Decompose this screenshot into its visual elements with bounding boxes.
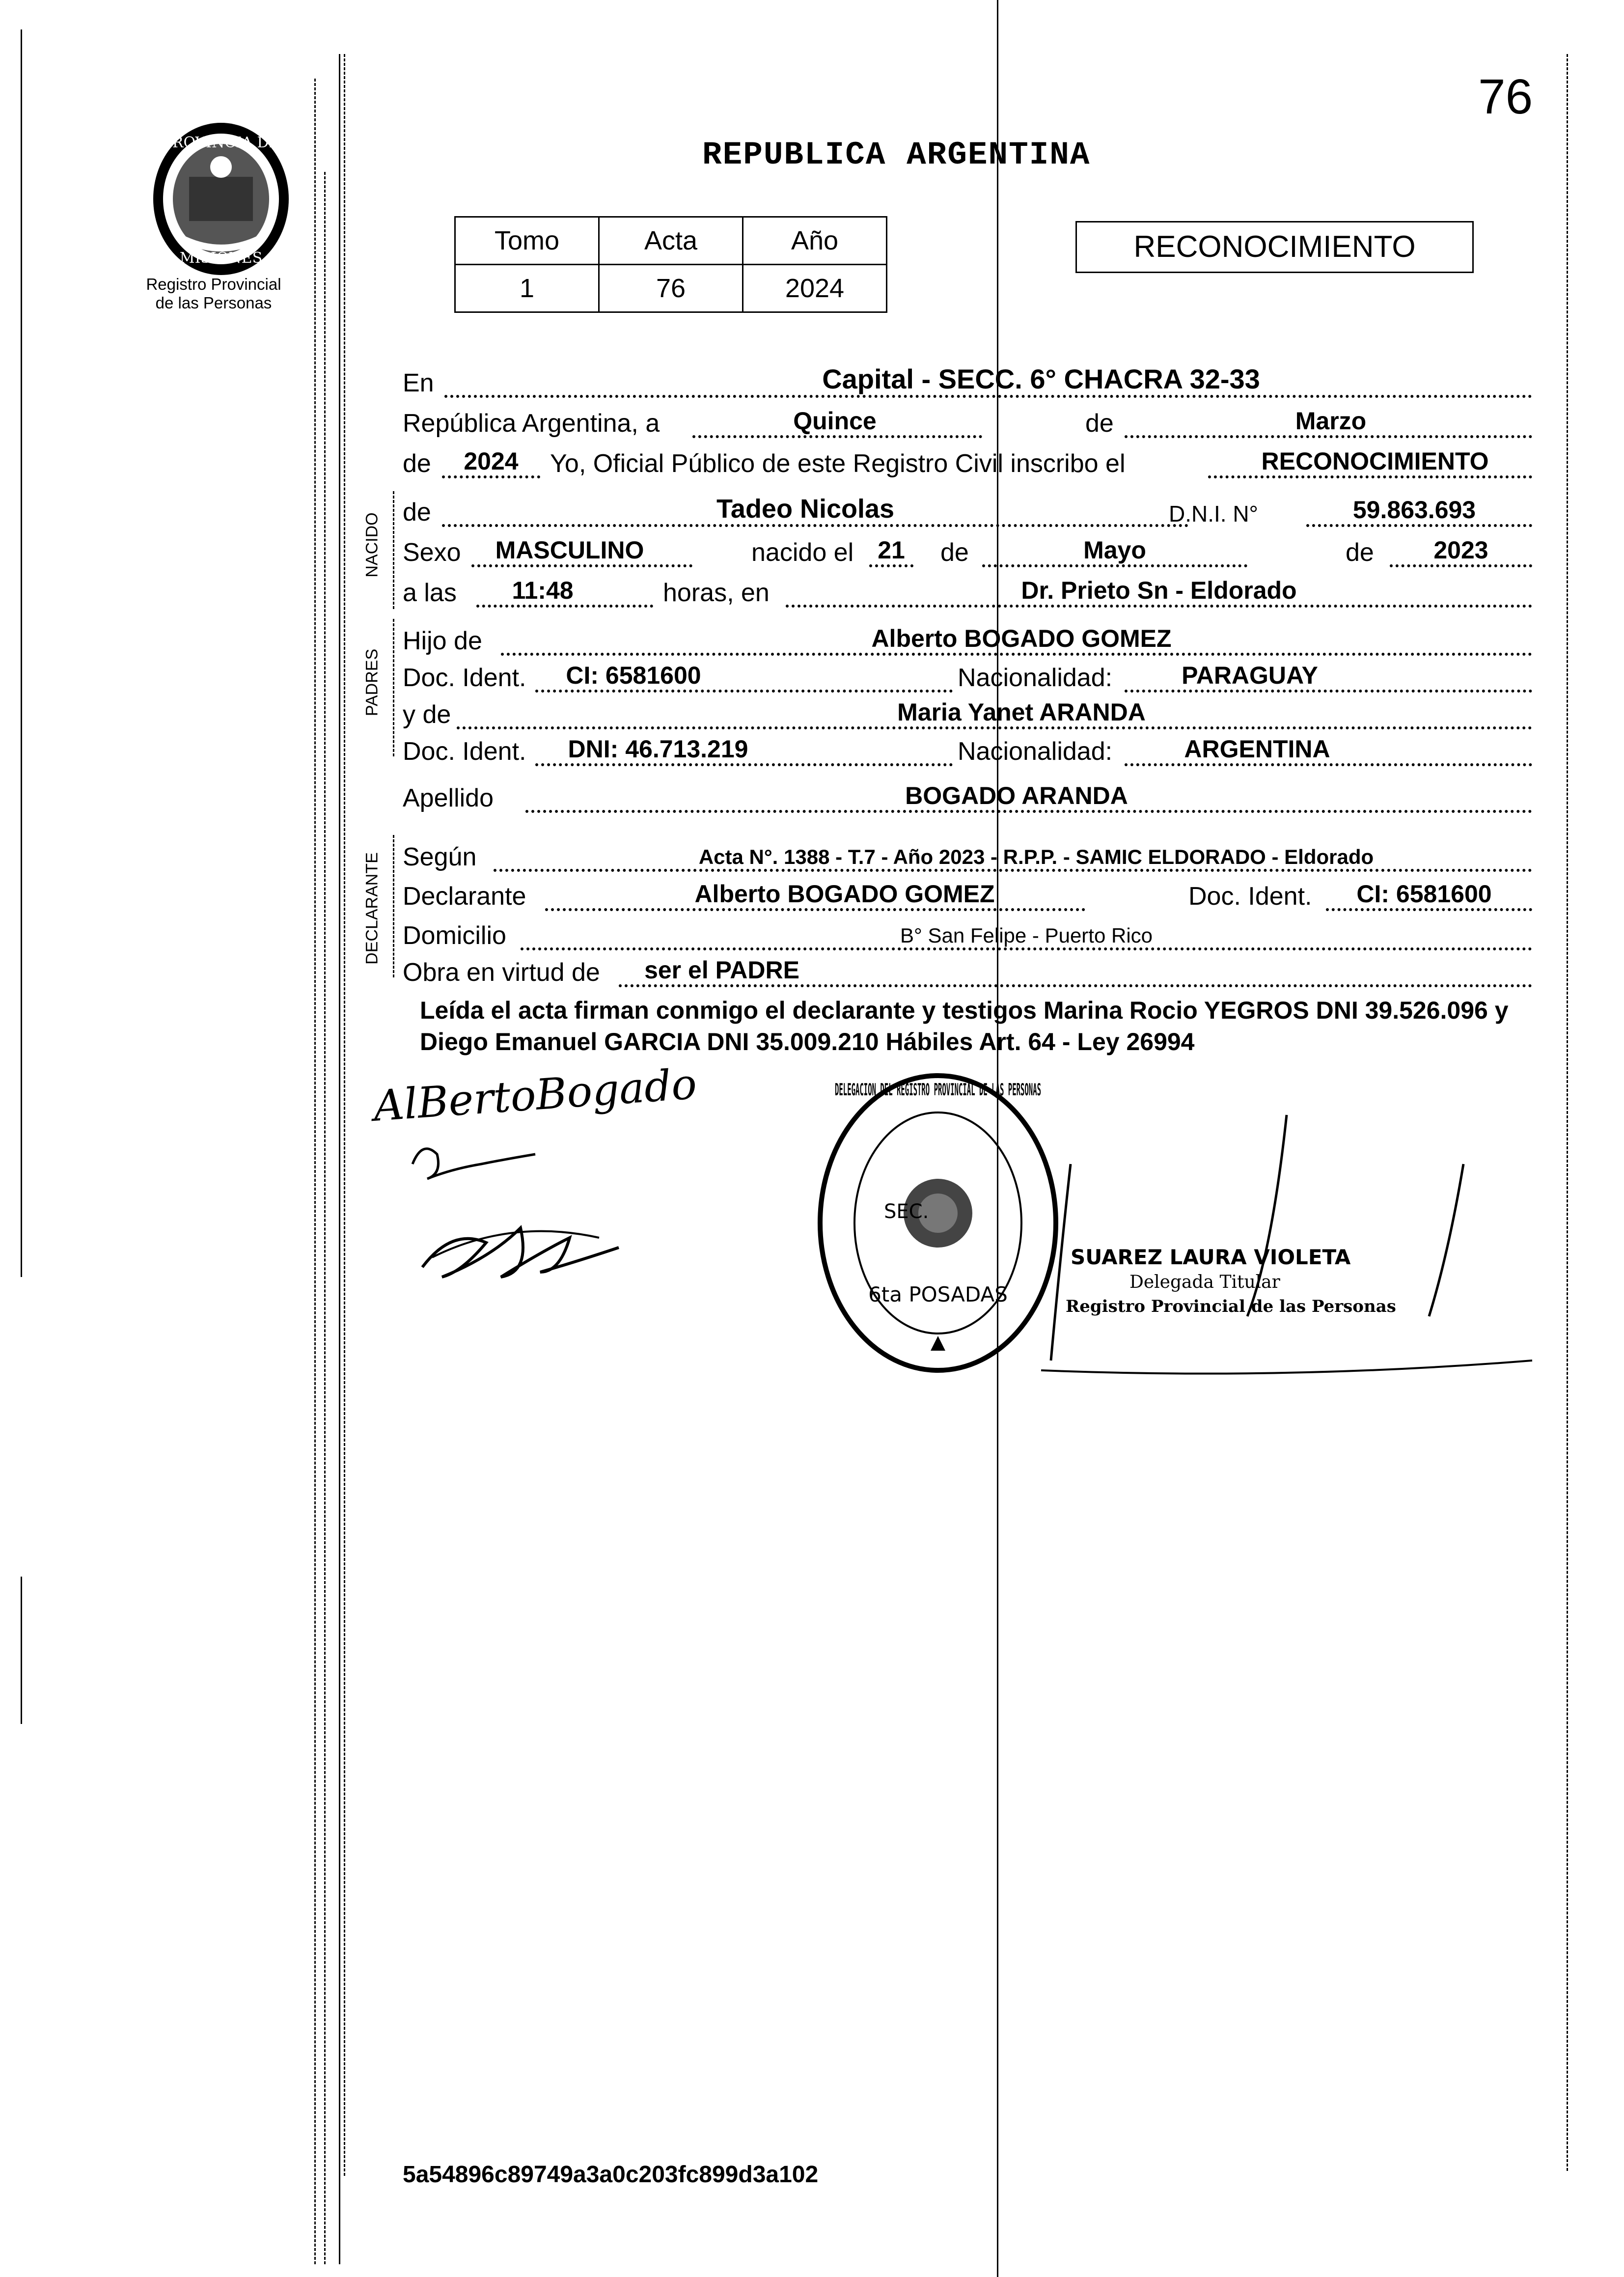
birth-month: Mayo — [1083, 536, 1146, 564]
dotted-line — [786, 605, 1532, 608]
svg-text:SEC.: SEC. — [884, 1200, 929, 1223]
dotted-line — [692, 435, 982, 438]
dotted-line — [1208, 475, 1532, 478]
de-label-4: de — [940, 538, 969, 567]
row-apellido — [403, 778, 1532, 817]
father-name: Alberto BOGADO GOMEZ — [871, 625, 1172, 652]
domicilio-value: B° San Felipe - Puerto Rico — [900, 924, 1153, 947]
de-label: de — [1085, 409, 1114, 438]
nacido-el-label: nacido el — [751, 538, 854, 567]
row-domicilio — [403, 916, 1532, 954]
sexo-label: Sexo — [403, 538, 461, 567]
father-nationality-label: Nacionalidad: — [958, 664, 1113, 692]
apellido-label: Apellido — [403, 784, 494, 812]
child-name: Tadeo Nicolas — [716, 494, 895, 524]
mother-doc-label: Doc. Ident. — [403, 737, 526, 766]
domicilio-label: Domicilio — [403, 921, 506, 950]
segun-value: Acta N°. 1388 - T.7 - Año 2023 - R.P.P. - SAMIC ELDORADO - Eldorado — [698, 845, 1374, 868]
dotted-line — [535, 763, 953, 766]
record-id-table — [454, 216, 887, 313]
obra-label: Obra en virtud de — [403, 958, 600, 987]
row-hora — [403, 573, 1532, 611]
dotted-line — [535, 690, 953, 693]
de-label-3: de — [403, 498, 431, 527]
de-label-2: de — [403, 449, 431, 478]
child-dni: 59.863.693 — [1352, 496, 1476, 524]
dotted-line — [444, 395, 1532, 398]
declarante-signature: AlBertoBogado — [372, 1059, 698, 1131]
declarante-bracket — [393, 835, 394, 977]
dotted-line — [442, 475, 540, 478]
official-signature — [1041, 1105, 1537, 1380]
dotted-line — [1125, 690, 1532, 693]
acta-header: Acta — [599, 217, 743, 265]
en-value: Capital - SECC. 6° CHACRA 32-33 — [822, 363, 1260, 394]
dotted-line — [619, 984, 1532, 987]
witness-signature-2 — [413, 1198, 633, 1297]
en-label: En — [403, 369, 434, 397]
record-id-header-row — [455, 217, 887, 265]
row-y-de — [403, 695, 1532, 733]
row-en — [403, 363, 1532, 402]
y-de-label: y de — [403, 700, 451, 729]
obra-value: ser el PADRE — [644, 956, 799, 984]
dotted-line — [471, 564, 692, 567]
birth-place: Dr. Prieto Sn - Eldorado — [1021, 577, 1297, 604]
dotted-line — [982, 564, 1247, 567]
margin-dash-line — [314, 79, 316, 2264]
declarante-doc-label: Doc. Ident. — [1188, 882, 1312, 911]
year-value: 2024 — [464, 447, 519, 475]
dotted-line — [1125, 435, 1532, 438]
dotted-line — [1306, 524, 1532, 527]
inscribo-label: Yo, Oficial Público de este Registro Civil inscribo el — [550, 449, 1126, 478]
dotted-line — [1125, 763, 1532, 766]
inscribo-value: RECONOCIMIENTO — [1261, 447, 1489, 475]
tomo-value: 1 — [455, 265, 599, 312]
declarante-name: Alberto BOGADO GOMEZ — [694, 880, 995, 908]
dotted-line — [476, 605, 653, 608]
birth-day: 21 — [878, 536, 905, 564]
dotted-line — [869, 564, 913, 567]
republica-label: República Argentina, a — [403, 409, 660, 438]
margin-dash-line-2 — [324, 172, 326, 2264]
official-role: Delegada Titular — [1129, 1272, 1280, 1292]
nacido-bracket — [393, 491, 394, 609]
declarante-section-label: DECLARANTE — [362, 852, 382, 965]
official-organization: Registro Provincial de las Personas — [1066, 1297, 1396, 1316]
row-declarante — [403, 877, 1532, 915]
logo-caption-line1: Registro Provincial — [146, 275, 281, 293]
month-value: Marzo — [1295, 407, 1367, 435]
father-nationality: PARAGUAY — [1182, 662, 1318, 689]
row-obra — [403, 953, 1532, 991]
official-stamp — [815, 1071, 1061, 1375]
witness-signature-1 — [408, 1135, 555, 1189]
birth-year: 2023 — [1433, 536, 1488, 564]
hijo-de-label: Hijo de — [403, 627, 482, 655]
left-edge-line — [21, 29, 22, 1277]
tomo-header: Tomo — [455, 217, 599, 265]
row-inscribo — [403, 444, 1532, 482]
left-edge-line-lower — [21, 1577, 22, 1724]
page-number: 76 — [1478, 69, 1533, 124]
logo-caption-line2: de las Personas — [155, 294, 272, 312]
row-nombre — [403, 493, 1532, 531]
day-value: Quince — [793, 407, 877, 435]
closing-statement: Leída el acta firman conmigo el declarante y testigos Marina Rocio YEGROS DNI 39.526.096 y Diego Emanuel GARCIA DNI 35.009.210 Hábiles Art. 64 - Ley 26994 — [420, 997, 1509, 1055]
dotted-line — [1390, 564, 1532, 567]
svg-text:DELEGACION DEL REGISTRO PROVIN: DELEGACION DEL REGISTRO PROVINCIAL DE LAS PERSONAS — [835, 1080, 1041, 1100]
de-label-5: de — [1346, 538, 1374, 567]
anio-header: Año — [743, 217, 887, 265]
nacido-section-label: NACIDO — [362, 512, 382, 578]
dotted-line — [442, 524, 1188, 527]
mother-nationality: ARGENTINA — [1184, 735, 1330, 763]
padres-section-label: PADRES — [362, 648, 382, 717]
svg-text:MISIONES: MISIONES — [179, 250, 263, 267]
official-name: SUAREZ LAURA VIOLETA — [1071, 1245, 1351, 1269]
row-segun — [403, 837, 1532, 876]
row-sexo — [403, 533, 1532, 571]
document-title: REPUBLICA ARGENTINA — [702, 137, 1091, 173]
birth-time: 11:48 — [512, 577, 574, 604]
dotted-line — [501, 653, 1532, 656]
right-margin-line — [1567, 54, 1568, 2171]
declarante-doc: CI: 6581600 — [1356, 880, 1492, 908]
record-type-box: RECONOCIMIENTO — [1075, 221, 1474, 273]
horas-en-label: horas, en — [663, 579, 770, 607]
svg-text:PROVINCIA DE: PROVINCIA DE — [162, 134, 280, 151]
dotted-line — [494, 869, 1532, 872]
mother-name: Maria Yanet ARANDA — [897, 698, 1146, 726]
acta-value: 76 — [599, 265, 743, 312]
father-doc: CI: 6581600 — [566, 662, 701, 689]
dotted-line — [1326, 908, 1532, 911]
sexo-value: MASCULINO — [495, 536, 644, 564]
binding-line — [339, 54, 340, 2264]
padres-bracket — [393, 619, 394, 756]
mother-doc: DNI: 46.713.219 — [568, 735, 748, 763]
inner-margin-line — [344, 54, 345, 2176]
row-hijo-de — [403, 621, 1532, 660]
document-hash: 5a54896c89749a3a0c203fc899d3a102 — [403, 2162, 819, 2188]
dotted-line — [457, 726, 1532, 729]
dotted-line — [545, 908, 1085, 911]
dni-label: D.N.I. N° — [1169, 501, 1258, 527]
row-mother-doc — [403, 732, 1532, 770]
father-doc-label: Doc. Ident. — [403, 664, 526, 692]
row-father-doc — [403, 658, 1532, 696]
declarante-label: Declarante — [403, 882, 526, 911]
a-las-label: a las — [403, 579, 457, 607]
segun-label: Según — [403, 843, 477, 871]
record-id-value-row — [455, 265, 887, 312]
svg-text:6ta POSADAS: 6ta POSADAS — [868, 1282, 1008, 1306]
anio-value: 2024 — [743, 265, 887, 312]
logo-caption — [125, 275, 302, 312]
dotted-line — [521, 947, 1532, 950]
mother-nationality-label: Nacionalidad: — [958, 737, 1113, 766]
dotted-line — [525, 810, 1532, 813]
row-fecha — [403, 404, 1532, 442]
apellido-value: BOGADO ARANDA — [905, 782, 1128, 809]
province-logo — [147, 118, 295, 280]
